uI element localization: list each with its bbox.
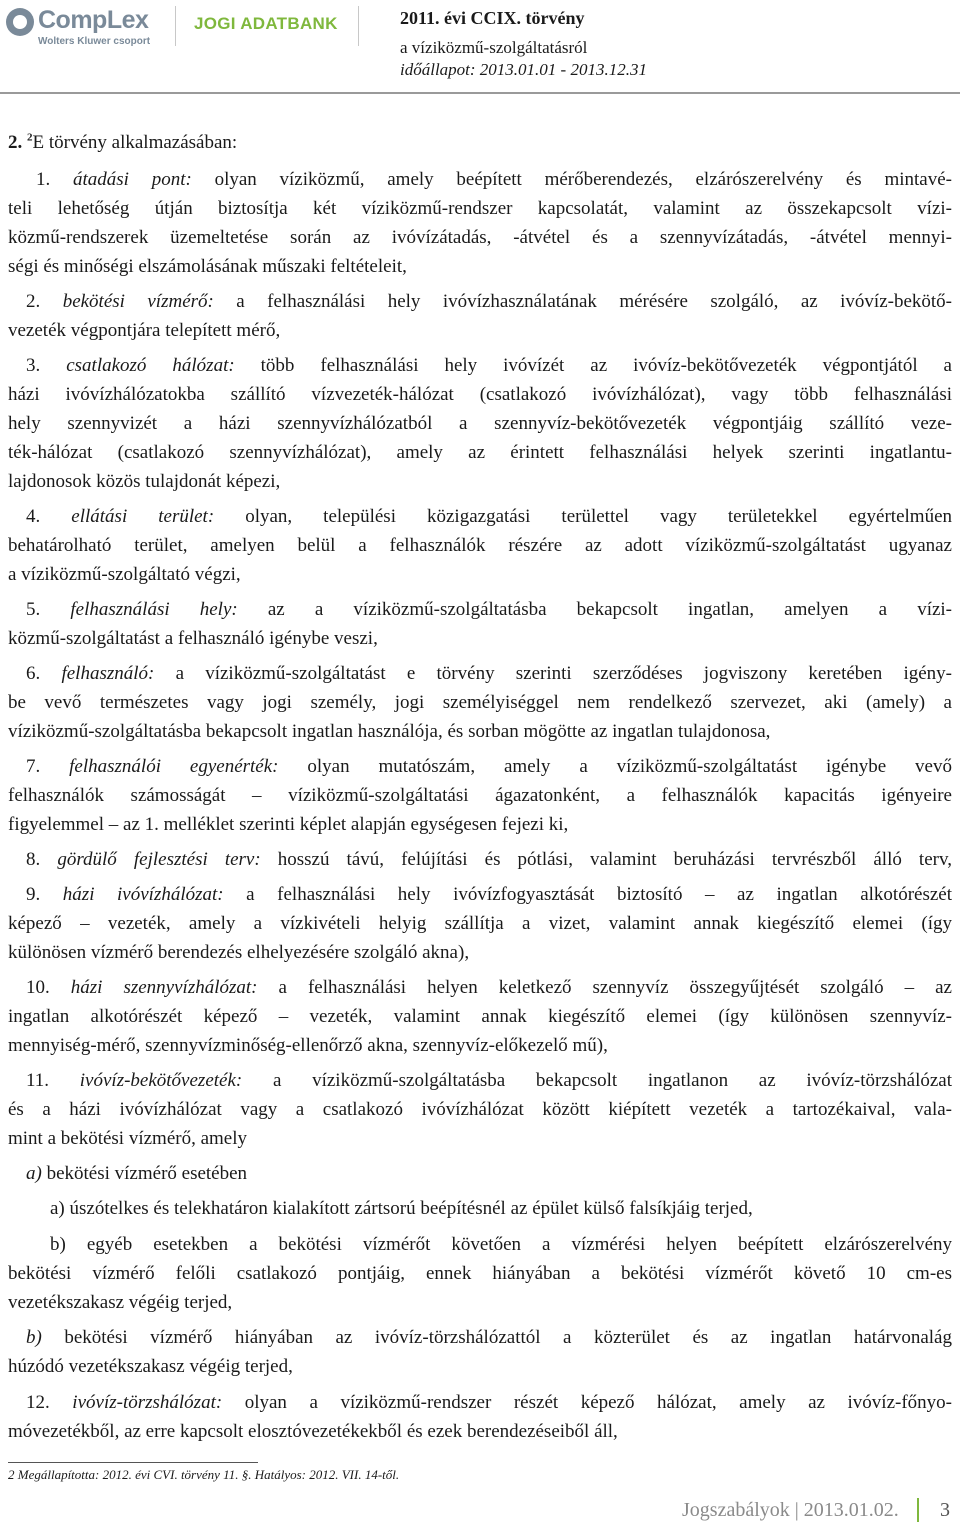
definition-item xyxy=(8,661,952,687)
item-number: 10. xyxy=(26,977,71,998)
section-heading xyxy=(8,130,952,156)
definition-text: olyan mutatószám, amely a víziközmű-szolgáltatást igénybe vevő xyxy=(278,756,952,777)
definition-item xyxy=(8,597,952,623)
defined-term: házi szennyvízhálózat: xyxy=(70,977,258,998)
defined-term: házi ivóvízhálózat: xyxy=(62,884,224,905)
footnote-ref: 2 xyxy=(27,131,33,144)
jogi-adatbank-logo: JOGI ADATBANK xyxy=(194,14,338,33)
subpoint-text: bekötési vízmérő esetében xyxy=(41,1163,248,1184)
definition-item xyxy=(8,847,952,873)
header-rule xyxy=(0,92,960,94)
definition-item xyxy=(8,754,952,780)
subpoint-b xyxy=(8,1325,952,1351)
definition-line: hely szennyvizét a házi szennyvízhálózatból a szennyvíz-bekötővezeték végpontjáig szállító veze- xyxy=(8,413,952,434)
page-header xyxy=(0,0,960,95)
definition-line: ségi és minőségi elszámolásának műszaki feltételeit, xyxy=(8,256,407,277)
item-number: 3. xyxy=(26,355,67,376)
law-title: 2011. évi CCIX. törvény xyxy=(400,8,585,28)
definition-text: a felhasználási hely ivóvízhasználatának mérésére szolgáló, az ivóvíz-bekötő- xyxy=(213,291,953,312)
header-divider xyxy=(358,6,359,46)
definition-text: olyan, települési közigazgatási területtel vagy területekkel egyértelműen xyxy=(214,506,952,527)
definition-line: bekötési vízmérő felőli csatlakozó pontjáig, ennek hiányában a bekötési vízmérőt követő 10 cm-es xyxy=(8,1263,952,1284)
definition-text: az a víziközmű-szolgáltatásba bekapcsolt ingatlan, amelyen a vízi- xyxy=(237,599,953,620)
definition-line: különösen vízmérő berendezés elhelyezésére szolgáló akna), xyxy=(8,942,470,963)
item-number: 8. xyxy=(26,849,58,870)
definition-line: teli lehetőség útján biztosítja két víziközmű-rendszer kapcsolatát, valamint az összekapcsolt vízi- xyxy=(8,198,952,219)
definition-item xyxy=(8,504,952,530)
definition-line: behatárolható terület, amelyen belül a felhasználók részére az adott víziközmű-szolgáltatást ugyanaz xyxy=(8,535,952,556)
definition-line: házi ivóvízhálózatokba szállító vízvezeték-hálózat (csatlakozó ivóvízhálózat), vagy több felhasználási xyxy=(8,384,952,405)
definition-item xyxy=(8,353,952,379)
definition-line: és a házi ivóvízhálózat vagy a csatlakozó ivóvízhálózat között kiépített vezeték a tartozékaival, vala- xyxy=(8,1099,952,1120)
definition-line: vezeték végpontjára telepített mérő, xyxy=(8,320,281,341)
defined-term: felhasználási hely: xyxy=(70,599,238,620)
definition-line: mennyiség-mérő, szennyvízminőség-ellenőrző akna, szennyvíz-előkezelő mű), xyxy=(8,1035,608,1056)
item-number: 7. xyxy=(26,756,70,777)
page-number: 3 xyxy=(940,1499,950,1521)
definition-line: közmű-rendszerek üzemeltetése során az ivóvízátadás, -átvétel és a szennyvízátadás, -átvétel mennyi- xyxy=(8,227,952,248)
definition-text: olyan víziközmű, amely beépített mérőberendezés, elzárószerelvény és mintavé- xyxy=(191,169,952,190)
subpoint-text: bekötési vízmérő hiányában az ivóvíz-törzshálózattól a közterület és az ingatlan határvonalág xyxy=(41,1327,952,1348)
definition-item xyxy=(8,1068,952,1094)
defined-term: felhasználói egyenérték: xyxy=(69,756,279,777)
footnote-rule xyxy=(8,1462,258,1463)
complex-logo-name: CompLex xyxy=(38,6,149,34)
definition-line: húzódó vezetékszakasz végéig terjed, xyxy=(8,1356,293,1377)
definition-item xyxy=(8,882,952,908)
complex-logo-subtitle: Wolters Kluwer csoport xyxy=(38,36,151,47)
item-number: 6. xyxy=(26,663,62,684)
time-state: időállapot: 2013.01.01 - 2013.12.31 xyxy=(400,60,647,79)
defined-term: felhasználó: xyxy=(61,663,155,684)
footer-accent-bar xyxy=(917,1498,919,1522)
defined-term: ellátási terület: xyxy=(71,506,215,527)
footnote: 2 Megállapította: 2012. évi CVI. törvény 11. §. Hatályos: 2012. VII. 14-től. xyxy=(8,1467,400,1482)
definition-item xyxy=(8,167,952,193)
definition-line: ték-hálózat (csatlakozó szennyvízhálózat), amely az érintett felhasználási helyek szerinti ingatlantu- xyxy=(8,442,952,463)
definition-line: felhasználók számosságát – víziközmű-szolgáltatási ágazatonként, a felhasználók kapacitás igényeire xyxy=(8,785,952,806)
item-number: 11. xyxy=(26,1070,80,1091)
definition-line: közmű-szolgáltatást a felhasználó igénybe veszi, xyxy=(8,628,378,649)
definition-item xyxy=(8,1390,952,1416)
item-number: 5. xyxy=(26,599,71,620)
definition-line: figyelemmel – az 1. melléklet szerinti képlet alapján egységesen fejezi ki, xyxy=(8,814,569,835)
defined-term: gördülő fejlesztési terv: xyxy=(57,849,261,870)
section-number: 2. xyxy=(8,132,23,153)
item-number: 4. xyxy=(26,506,72,527)
subpoint-a xyxy=(26,1161,960,1187)
subpoint-a2: b) egyéb esetekben a bekötési vízmérőt követően a vízmérési helyen beépített elzárószerelvény xyxy=(50,1234,952,1255)
header-divider xyxy=(175,6,176,46)
definition-text: a felhasználási helyen keletkező szennyvíz összegyűjtését szolgáló – az xyxy=(257,977,952,998)
definition-item xyxy=(8,289,952,315)
defined-term: csatlakozó hálózat: xyxy=(66,355,235,376)
definition-line: képező – vezeték, amely a vízkivételi helyig szállítja a vizet, valamint annak kiegészítő elemei (így xyxy=(8,913,952,934)
definition-text: több felhasználási hely ivóvízét az ivóvíz-bekötővezeték végpontjától a xyxy=(234,355,952,376)
item-number: 2. xyxy=(26,291,63,312)
footer-text: Jogszabályok | 2013.01.02. xyxy=(682,1499,899,1521)
defined-term: átadási pont: xyxy=(73,169,192,190)
definition-line: lajdonosok közös tulajdonát képezi, xyxy=(8,471,281,492)
definition-line: móvezetékből, az erre kapcsolt elosztóvezetékekből és ezek berendezéseiből áll, xyxy=(8,1421,618,1442)
complex-logo-icon xyxy=(6,8,34,36)
item-number: 1. xyxy=(36,169,73,190)
subpoint-a1: a) úszótelkes és telekhatáron kialakított zártsorú beépítésnél az épület külső falsíkjáig terjed, xyxy=(50,1198,753,1219)
definition-text: hosszú távú, felújítási és pótlási, valamint beruházási tervrészből álló terv, xyxy=(260,849,952,870)
definition-line: be vevő természetes vagy jogi személy, jogi személyiséggel nem rendelkező szervezet, aki (amely) a xyxy=(8,692,952,713)
definition-text: a víziközmű-szolgáltatásba bekapcsolt ingatlanon az ivóvíz-törzshálózat xyxy=(242,1070,952,1091)
section-heading-text: E törvény alkalmazásában: xyxy=(32,132,238,153)
definition-line: mint a bekötési vízmérő, amely xyxy=(8,1128,248,1149)
complex-logo xyxy=(4,6,174,46)
defined-term: ivóvíz-törzshálózat: xyxy=(72,1392,223,1413)
item-number: 9. xyxy=(26,884,63,905)
definition-line: ingatlan alkotórészét képező – vezeték, valamint annak kiegészítő elemei (így különösen szennyvíz- xyxy=(8,1006,952,1027)
subpoint-label: a) xyxy=(26,1163,42,1184)
definition-line: a víziközmű-szolgáltató végzi, xyxy=(8,564,241,585)
item-number: 12. xyxy=(26,1392,73,1413)
definition-line: víziközmű-szolgáltatásba bekapcsolt ingatlan használója, és sorban mögötte az ingatlan tulajdonosa, xyxy=(8,721,771,742)
law-subtitle: a víziközmű-szolgáltatásról xyxy=(400,38,588,57)
definition-line: vezetékszakasz végéig terjed, xyxy=(8,1292,233,1313)
subpoint-label: b) xyxy=(26,1327,42,1348)
defined-term: bekötési vízmérő: xyxy=(62,291,214,312)
definition-text: a víziközmű-szolgáltatást e törvény szerinti szerződéses jogviszony keretében igény- xyxy=(154,663,952,684)
definition-text: olyan a víziközmű-rendszer részét képező hálózat, amely az ivóvíz-főnyo- xyxy=(222,1392,953,1413)
definition-text: a felhasználási hely ivóvízfogyasztását biztosító – az ingatlan alkotórészét xyxy=(223,884,952,905)
definition-item xyxy=(8,975,952,1001)
defined-term: ivóvíz-bekötővezeték: xyxy=(79,1070,243,1091)
